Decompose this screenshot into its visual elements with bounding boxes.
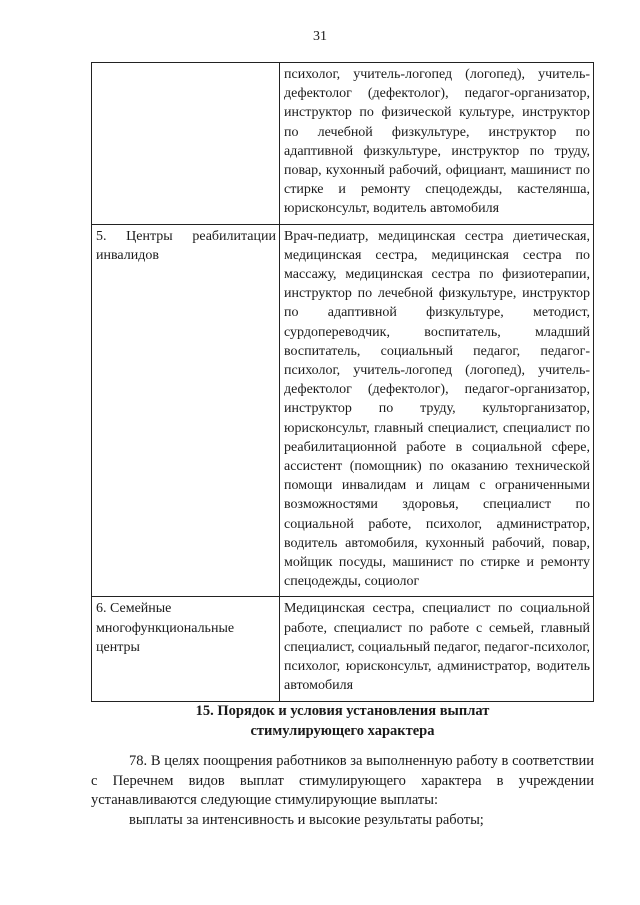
institution-type-cell: 5. Центры реабилитации инвалидов	[92, 224, 280, 597]
positions-cell: Врач-педиатр, медицинская сестра диетическая, медицинская сестра, медицинская сестра по массажу, медицинская сестра по физиотерапии, инструктор по лечебной физкультуре, инструктор по адаптивной физкультуре, методист, сурдопереводчик, воспитатель, младший воспитатель, социальный педагог, педагог-психолог, учитель-логопед (логопед), учитель-дефектолог (дефектолог), педагог-организатор, инструктор по труду, культорганизатор, юрисконсульт, главный специалист, специалист по реабилитационной работе в социальной сфере, ассистент (помощник) по оказанию технической помощи инвалидам и лицам с ограниченными возможностями здоровья, специалист по социальной работе, психолог, администратор, водитель автомобиля, кухонный рабочий, повар, мойщик посуды, машинист по стирке и ремонту спецодежды, социолог	[280, 224, 594, 597]
positions-cell: психолог, учитель-логопед (логопед), учитель-дефектолог (дефектолог), педагог-организатор, инструктор по физической культуре, инструктор по лечебной физкультуре, инструктор по адаптивной физкультуре, инструктор по труду, повар, кухонный рабочий, официант, машинист по стирке и ремонту спецодежды, кастелянша, юрисконсульт, водитель автомобиля	[280, 63, 594, 225]
table-row	[92, 597, 594, 701]
institution-type-cell: 6. Семейные многофункциональные центры	[92, 597, 280, 701]
section-heading	[91, 701, 594, 741]
table-row	[92, 63, 594, 225]
positions-table	[91, 62, 594, 702]
table-row	[92, 224, 594, 597]
section-heading-line: стимулирующего характера	[250, 723, 435, 739]
list-item: выплаты за интенсивность и высокие результаты работы;	[129, 811, 484, 828]
page-number: 31	[313, 29, 327, 44]
positions-cell: Медицинская сестра, специалист по социальной работе, специалист по работе с семьей, главный специалист, социальный педагог, педагог-психолог, психолог, юрисконсульт, администратор, водитель автомобиля	[280, 597, 594, 701]
section-heading-line: 15. Порядок и условия установления выплат	[195, 703, 490, 719]
paragraph-78: 78. В целях поощрения работников за выполненную работу в соответствии с Перечнем видов выплат стимулирующего характера в учреждении устанавливаются следующие стимулирующие выплаты:	[91, 753, 594, 808]
body-text	[91, 752, 594, 830]
institution-type-cell	[92, 63, 280, 225]
